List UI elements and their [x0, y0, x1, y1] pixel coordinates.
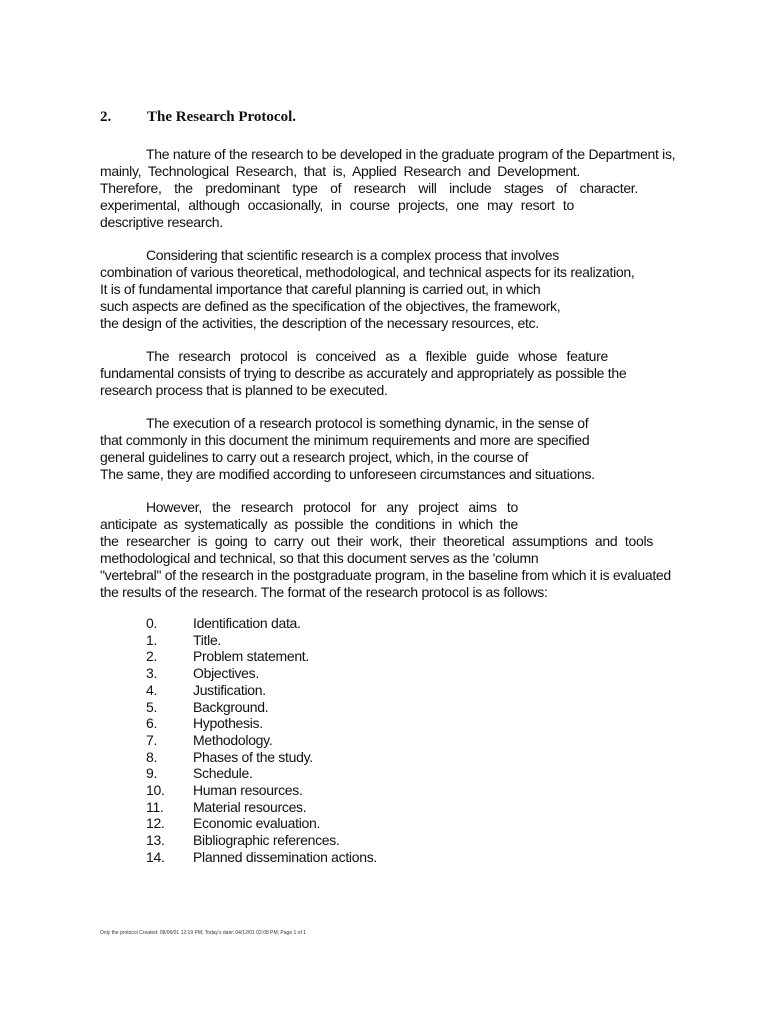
- list-item: [146, 799, 377, 816]
- paragraph-line: The execution of a research protocol is something dynamic, in the sense of: [146, 415, 589, 431]
- paragraph-protocol-guide: [100, 348, 662, 399]
- paragraph-protocol-aims: [100, 499, 671, 601]
- paragraph-protocol-dynamic: [100, 415, 662, 483]
- protocol-format-list: [146, 615, 377, 866]
- list-item-text: Objectives.: [193, 665, 259, 682]
- list-item-text: Schedule.: [193, 765, 253, 782]
- section-title: The Research Protocol.: [147, 109, 296, 125]
- list-item-text: Human resources.: [193, 782, 303, 799]
- list-item-number: 14.: [146, 848, 165, 865]
- section-heading: [100, 108, 296, 126]
- list-item: [146, 749, 377, 766]
- list-item-text: Title.: [193, 631, 222, 648]
- list-item-text: Background.: [193, 698, 269, 715]
- paragraph-line: research process that is planned to be executed.: [100, 382, 388, 398]
- list-item-number: 2.: [146, 648, 158, 665]
- paragraph-line: It is of fundamental importance that careful planning is carried out, in which: [100, 281, 541, 297]
- list-item-number: 9.: [146, 765, 158, 782]
- paragraph-line: The research protocol is conceived as a flexible guide whose feature: [146, 348, 608, 364]
- paragraph-line: descriptive research.: [100, 214, 223, 230]
- list-item-number: 8.: [146, 748, 158, 765]
- paragraph-line: mainly, Technological Research, that is, Applied Research and Development.: [100, 163, 580, 179]
- list-item-text: Problem statement.: [193, 648, 309, 665]
- list-item: [146, 832, 377, 849]
- paragraph-planning: [100, 247, 662, 332]
- list-item: [146, 615, 377, 632]
- paragraph-line: However, the research protocol for any project aims to: [146, 499, 518, 515]
- paragraph-line: the design of the activities, the description of the necessary resources, etc.: [100, 315, 539, 331]
- paragraph-line: The same, they are modified according to unforeseen circumstances and situations.: [100, 466, 595, 482]
- paragraph-line: the results of the research. The format of the research protocol is as follows:: [100, 584, 548, 600]
- paragraph-line: fundamental consists of trying to describe as accurately and appropriately as possible the: [100, 365, 627, 381]
- list-item-text: Identification data.: [193, 615, 301, 631]
- paragraph-line: Therefore, the predominant type of research will include stages of character.: [100, 180, 638, 196]
- list-item-number: 4.: [146, 681, 158, 698]
- paragraph-line: the researcher is going to carry out their work, their theoretical assumptions and tools: [100, 533, 653, 549]
- paragraph-research-nature: [100, 146, 676, 231]
- list-item-text: Justification.: [193, 681, 266, 698]
- list-item-text: Methodology.: [193, 731, 273, 748]
- list-item-number: 6.: [146, 715, 158, 732]
- list-item: [146, 849, 377, 866]
- page-footer: Only the protocol Created: 08/06/01 12:19 PM; Today's date: 04/12/01 02:08 PM; Page 1 of 1: [100, 930, 306, 936]
- paragraph-line: "vertebral" of the research in the postgraduate program, in the baseline from which it is evaluated: [100, 567, 671, 583]
- list-item-number: 3.: [146, 665, 158, 682]
- paragraph-line: Considering that scientific research is a complex process that involves: [146, 247, 559, 263]
- list-item: [146, 815, 377, 832]
- list-item-text: Hypothesis.: [193, 715, 263, 732]
- list-item-number: 10.: [146, 782, 165, 799]
- list-item-number: 1.: [146, 631, 158, 648]
- list-item: [146, 682, 377, 699]
- paragraph-line: combination of various theoretical, methodological, and technical aspects for its realization,: [100, 264, 635, 280]
- list-item-text: Planned dissemination actions.: [193, 848, 378, 865]
- list-item-number: 12.: [146, 815, 165, 832]
- list-item: [146, 648, 377, 665]
- list-item: [146, 632, 377, 649]
- list-item-number: 13.: [146, 832, 165, 849]
- list-item: [146, 665, 377, 682]
- paragraph-line: anticipate as systematically as possible the conditions in which the: [100, 516, 518, 532]
- paragraph-line: The nature of the research to be developed in the graduate program of the Department is,: [146, 146, 676, 162]
- list-item: [146, 715, 377, 732]
- list-item-number: 0.: [146, 615, 158, 631]
- list-item-text: Material resources.: [193, 798, 307, 815]
- list-item: [146, 765, 377, 782]
- paragraph-line: methodological and technical, so that this document serves as the 'column: [100, 550, 539, 566]
- list-item-number: 5.: [146, 698, 158, 715]
- list-item: [146, 699, 377, 716]
- list-item-text: Phases of the study.: [193, 748, 313, 765]
- list-item: [146, 732, 377, 749]
- list-item-number: 7.: [146, 731, 158, 748]
- paragraph-line: general guidelines to carry out a research project, which, in the course of: [100, 449, 529, 465]
- list-item-text: Bibliographic references.: [193, 832, 340, 849]
- paragraph-line: such aspects are defined as the specification of the objectives, the framework,: [100, 298, 561, 314]
- paragraph-line: that commonly in this document the minimum requirements and more are specified: [100, 432, 590, 448]
- list-item: [146, 782, 377, 799]
- list-item-text: Economic evaluation.: [193, 815, 321, 832]
- section-number: 2.: [100, 109, 112, 125]
- list-item-number: 11.: [146, 798, 164, 815]
- paragraph-line: experimental, although occasionally, in course projects, one may resort to: [100, 197, 574, 213]
